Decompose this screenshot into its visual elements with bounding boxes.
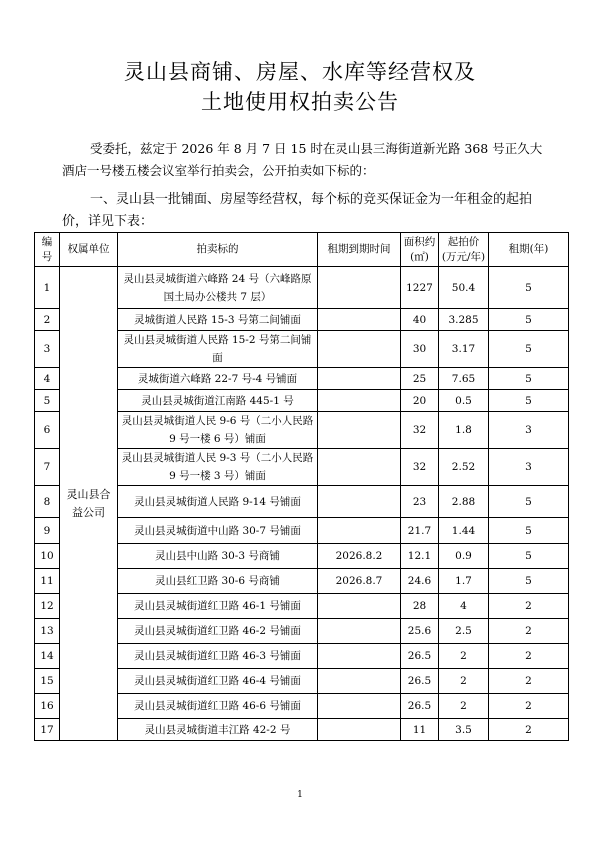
cell-term: 5 bbox=[489, 368, 569, 390]
cell-price: 1.7 bbox=[439, 569, 489, 594]
cell-term: 5 bbox=[489, 544, 569, 569]
cell-name: 灵山县灵城街道丰江路 42-2 号 bbox=[118, 719, 318, 741]
header-owner: 权属单位 bbox=[60, 233, 118, 267]
cell-expiry bbox=[318, 331, 401, 368]
cell-price: 7.65 bbox=[439, 368, 489, 390]
cell-no: 7 bbox=[35, 449, 60, 486]
cell-no: 14 bbox=[35, 644, 60, 669]
cell-expiry bbox=[318, 486, 401, 518]
cell-no: 9 bbox=[35, 518, 60, 544]
cell-price: 2.5 bbox=[439, 619, 489, 644]
cell-price: 0.5 bbox=[439, 390, 489, 412]
cell-no: 10 bbox=[35, 544, 60, 569]
cell-name: 灵山县灵城街道中山路 30-7 号铺面 bbox=[118, 518, 318, 544]
cell-term: 5 bbox=[489, 486, 569, 518]
cell-no: 4 bbox=[35, 368, 60, 390]
cell-term: 5 bbox=[489, 569, 569, 594]
cell-area: 1227 bbox=[401, 267, 439, 309]
cell-no: 11 bbox=[35, 569, 60, 594]
header-area: 面积约(㎡) bbox=[401, 233, 439, 267]
cell-area: 24.6 bbox=[401, 569, 439, 594]
cell-name: 灵山县灵城街道人民路 9-14 号铺面 bbox=[118, 486, 318, 518]
cell-price: 3.5 bbox=[439, 719, 489, 741]
header-price: 起拍价(万元/年) bbox=[439, 233, 489, 267]
header-item: 拍卖标的 bbox=[118, 233, 318, 267]
cell-no: 1 bbox=[35, 267, 60, 309]
cell-price: 2 bbox=[439, 669, 489, 694]
owner-cell: 灵山县合益公司 bbox=[60, 267, 118, 741]
cell-area: 32 bbox=[401, 449, 439, 486]
auction-table bbox=[34, 232, 569, 741]
cell-name: 灵山县中山路 30-3 号商铺 bbox=[118, 544, 318, 569]
cell-term: 2 bbox=[489, 719, 569, 741]
cell-term: 2 bbox=[489, 669, 569, 694]
cell-expiry bbox=[318, 594, 401, 619]
cell-term: 2 bbox=[489, 644, 569, 669]
cell-area: 26.5 bbox=[401, 669, 439, 694]
cell-expiry bbox=[318, 518, 401, 544]
cell-no: 15 bbox=[35, 669, 60, 694]
cell-expiry: 2026.8.7 bbox=[318, 569, 401, 594]
cell-term: 2 bbox=[489, 619, 569, 644]
cell-area: 11 bbox=[401, 719, 439, 741]
cell-name: 灵山县灵城街道红卫路 46-6 号铺面 bbox=[118, 694, 318, 719]
cell-name: 灵山县灵城街道红卫路 46-1 号铺面 bbox=[118, 594, 318, 619]
cell-area: 25 bbox=[401, 368, 439, 390]
cell-name: 灵山县灵城街道六峰路 24 号（六峰路原国土局办公楼共 7 层） bbox=[118, 267, 318, 309]
cell-name: 灵城街道六峰路 22-7 号-4 号铺面 bbox=[118, 368, 318, 390]
cell-expiry bbox=[318, 267, 401, 309]
cell-price: 1.44 bbox=[439, 518, 489, 544]
cell-term: 5 bbox=[489, 390, 569, 412]
cell-name: 灵山县灵城街道人民 9-6 号（二小人民路 9 号一楼 6 号）铺面 bbox=[118, 412, 318, 449]
cell-name: 灵山县灵城街道红卫路 46-2 号铺面 bbox=[118, 619, 318, 644]
cell-name: 灵山县灵城街道江南路 445-1 号 bbox=[118, 390, 318, 412]
cell-no: 12 bbox=[35, 594, 60, 619]
cell-area: 32 bbox=[401, 412, 439, 449]
cell-no: 3 bbox=[35, 331, 60, 368]
cell-price: 3.17 bbox=[439, 331, 489, 368]
cell-expiry bbox=[318, 719, 401, 741]
cell-name: 灵山县红卫路 30-6 号商铺 bbox=[118, 569, 318, 594]
cell-no: 8 bbox=[35, 486, 60, 518]
cell-expiry bbox=[318, 669, 401, 694]
cell-price: 2 bbox=[439, 644, 489, 669]
cell-term: 5 bbox=[489, 267, 569, 309]
intro-paragraph: 受委托，兹定于 2026 年 8 月 7 日 15 时在灵山县三海街道新光路 368 号正久大酒店一号楼五楼会议室举行拍卖会，公开拍卖如下标的： bbox=[62, 141, 543, 178]
cell-term: 2 bbox=[489, 594, 569, 619]
cell-area: 26.5 bbox=[401, 694, 439, 719]
cell-expiry bbox=[318, 694, 401, 719]
cell-price: 2.52 bbox=[439, 449, 489, 486]
document-title-line2: 土地使用权拍卖公告 bbox=[201, 90, 399, 114]
page-number: 1 bbox=[297, 790, 303, 800]
cell-term: 5 bbox=[489, 518, 569, 544]
cell-expiry bbox=[318, 449, 401, 486]
cell-expiry bbox=[318, 412, 401, 449]
cell-name: 灵山县灵城街道红卫路 46-4 号铺面 bbox=[118, 669, 318, 694]
cell-term: 2 bbox=[489, 694, 569, 719]
cell-price: 4 bbox=[439, 594, 489, 619]
cell-expiry bbox=[318, 368, 401, 390]
cell-area: 21.7 bbox=[401, 518, 439, 544]
cell-expiry: 2026.8.2 bbox=[318, 544, 401, 569]
header-term: 租期(年) bbox=[489, 233, 569, 267]
cell-term: 5 bbox=[489, 309, 569, 331]
cell-term: 5 bbox=[489, 331, 569, 368]
cell-area: 25.6 bbox=[401, 619, 439, 644]
section-heading: 一、灵山县一批铺面、房屋等经营权，每个标的竞买保证金为一年租金的起拍价，详见下表： bbox=[62, 192, 533, 229]
cell-no: 13 bbox=[35, 619, 60, 644]
cell-area: 28 bbox=[401, 594, 439, 619]
table-row bbox=[35, 267, 569, 309]
cell-name: 灵山县灵城街道红卫路 46-3 号铺面 bbox=[118, 644, 318, 669]
cell-no: 2 bbox=[35, 309, 60, 331]
cell-name: 灵城街道人民路 15-3 号第二间铺面 bbox=[118, 309, 318, 331]
cell-area: 30 bbox=[401, 331, 439, 368]
cell-area: 12.1 bbox=[401, 544, 439, 569]
document-title-line1: 灵山县商铺、房屋、水库等经营权及 bbox=[124, 60, 476, 84]
cell-expiry bbox=[318, 390, 401, 412]
cell-name: 灵山县灵城街道人民路 15-2 号第二间铺面 bbox=[118, 331, 318, 368]
cell-price: 1.8 bbox=[439, 412, 489, 449]
cell-no: 16 bbox=[35, 694, 60, 719]
cell-term: 3 bbox=[489, 412, 569, 449]
cell-price: 3.285 bbox=[439, 309, 489, 331]
cell-area: 26.5 bbox=[401, 644, 439, 669]
cell-no: 5 bbox=[35, 390, 60, 412]
cell-area: 23 bbox=[401, 486, 439, 518]
cell-price: 50.4 bbox=[439, 267, 489, 309]
cell-price: 2 bbox=[439, 694, 489, 719]
cell-expiry bbox=[318, 619, 401, 644]
header-expiry: 租期到期时间 bbox=[318, 233, 401, 267]
cell-term: 3 bbox=[489, 449, 569, 486]
cell-area: 20 bbox=[401, 390, 439, 412]
cell-price: 0.9 bbox=[439, 544, 489, 569]
cell-no: 6 bbox=[35, 412, 60, 449]
cell-expiry bbox=[318, 644, 401, 669]
table-header-row bbox=[35, 233, 569, 267]
cell-no: 17 bbox=[35, 719, 60, 741]
header-no: 编号 bbox=[35, 233, 60, 267]
cell-price: 2.88 bbox=[439, 486, 489, 518]
cell-expiry bbox=[318, 309, 401, 331]
cell-area: 40 bbox=[401, 309, 439, 331]
cell-name: 灵山县灵城街道人民 9-3 号（二小人民路 9 号一楼 3 号）铺面 bbox=[118, 449, 318, 486]
